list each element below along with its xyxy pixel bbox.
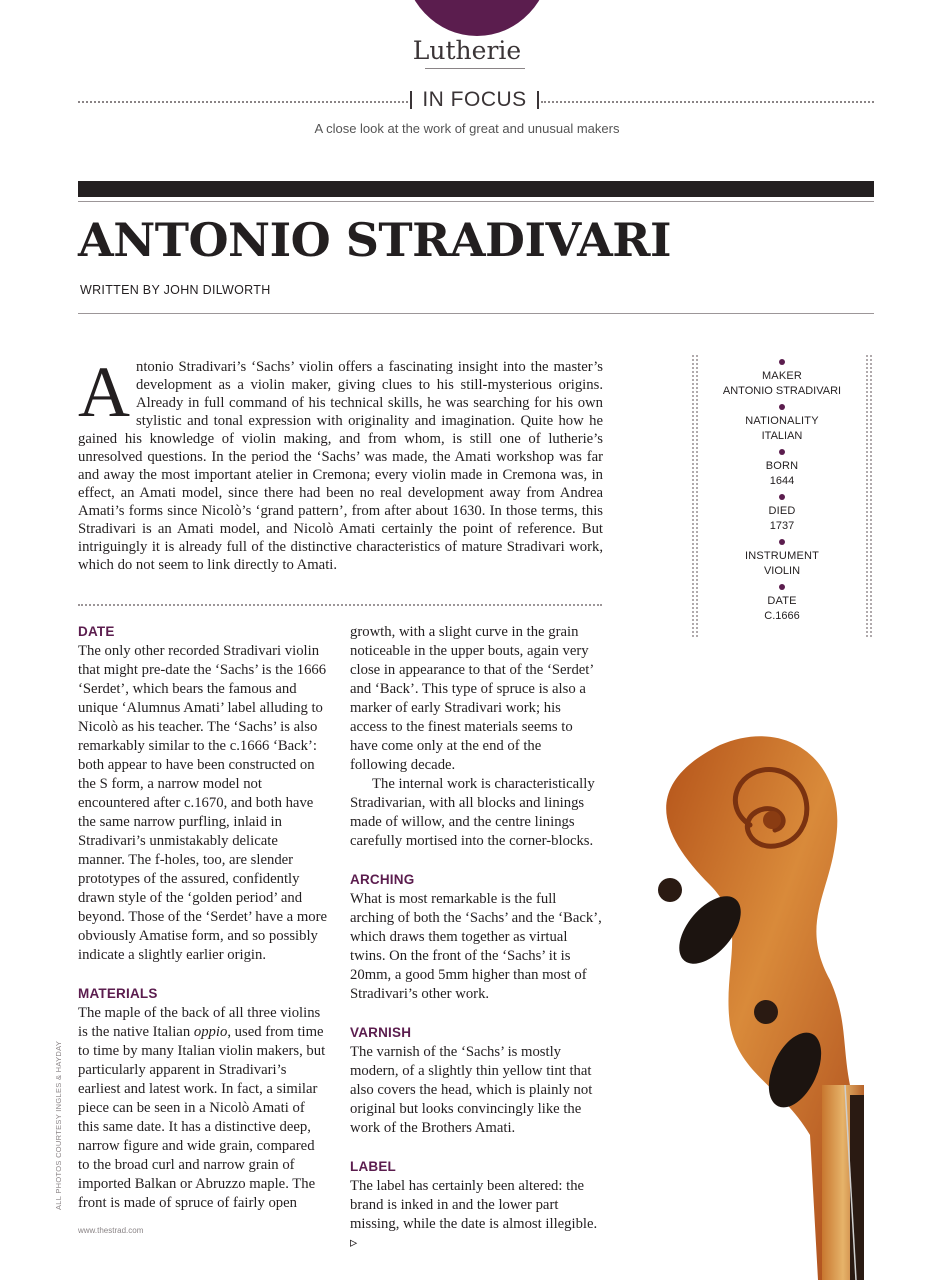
date-heading: DATE	[78, 624, 115, 639]
fact-label: NATIONALITY	[745, 415, 819, 427]
in-focus-label: IN FOCUS	[422, 88, 527, 111]
article-title: ANTONIO STRADIVARI	[78, 213, 672, 267]
intro-text: ntonio Stradivari’s ‘Sachs’ violin offers a fascinating insight into the master’s development as a violin maker, giving clues to his still-mysterious origins. Already in full command of his technical skills, he was searching for his own stylistic and tonal expression with originality and imagination. Quite how he gained his knowledge of violin making, and from whom, is still one of lutherie’s unresolved questions. In the period the ‘Sachs’ was made, the Amati workshop was far and away the most important atelier in Cremona; every violin made in Cremona was, in effect, an Amati model, since there had been no real development away from Andrea Amati’s forms since Nicolò’s ‘grand pattern’, from after about 1630. In those terms, this Stradivari is an Amati model, and Nicolò Amati certainly the point of reference. But intriguingly it is already full of the distinctive characteristics of mature Stradivari work, which do not seem to link directly to Amati.	[78, 359, 603, 573]
section-tab-disc	[403, 0, 551, 36]
fact-box	[692, 355, 872, 637]
fact-item	[692, 404, 872, 444]
fact-value: 1737	[769, 520, 795, 532]
section-title: Lutherie	[412, 36, 522, 65]
materials-continued: growth, with a slight curve in the grain noticeable in the upper bouts, again very close in appearance to that of the ‘Serdet’ and ‘Back’. This type of spruce is also a marker of early Stradivari work; his access to the finest materials seems to have come only at the end of the following decade.	[350, 624, 594, 773]
banner-bar-right	[537, 91, 539, 109]
tagline: A close look at the work of great and unusual makers	[314, 121, 620, 136]
materials-text-b: , used from time to time by many Italian violin makers, but particularly apparent in Stradivari’s earliest and latest work. In fact, a similar piece can be seen in a Nicolò Amati of this same date. It has a distinctive deep, narrow figure and wide grain, compared to the broad curl and narrow grain of imported Balkan or Abruzzo maple. The front is made of spruce of fairly open	[78, 1024, 326, 1211]
banner-bar-left	[410, 91, 412, 109]
bullet-dot-icon	[779, 494, 785, 500]
footer-url[interactable]: www.thestrad.com	[78, 1226, 144, 1235]
fact-value: ANTONIO STRADIVARI	[722, 385, 842, 397]
dotted-rule-left	[78, 101, 408, 103]
materials-heading: MATERIALS	[78, 986, 158, 1001]
column-left	[78, 623, 328, 1213]
byline: WRITTEN BY JOHN DILWORTH	[80, 283, 271, 297]
fact-label: BORN	[765, 460, 799, 472]
column-middle	[350, 623, 602, 1253]
section-underline	[425, 68, 525, 69]
bullet-dot-icon	[779, 359, 785, 365]
fact-label: INSTRUMENT	[744, 550, 820, 562]
drop-cap: A	[78, 352, 130, 432]
fact-label: DATE	[767, 595, 797, 607]
varnish-heading: VARNISH	[350, 1025, 412, 1040]
fact-item	[692, 494, 872, 534]
title-thin-rule	[78, 201, 874, 202]
fact-value: C.1666	[764, 610, 800, 622]
fact-item	[692, 449, 872, 489]
fact-label: MAKER	[761, 370, 803, 382]
photo-credit: ALL PHOTOS COURTESY INGLES & HAYDAY	[54, 1040, 63, 1210]
label-body	[350, 1177, 602, 1253]
fact-item	[692, 584, 872, 624]
fact-value: 1644	[769, 475, 795, 487]
fact-value: ITALIAN	[761, 430, 803, 442]
dotted-rule-right	[541, 101, 874, 103]
dotted-divider	[78, 604, 602, 606]
scroll-eye	[763, 811, 781, 829]
fact-value: VIOLIN	[763, 565, 801, 577]
label-text: The label has certainly been altered: the brand is inked in and the lower part missing, while the date is almost illegible.	[350, 1178, 598, 1232]
violin-scroll-photo	[600, 725, 934, 1280]
byline-rule	[78, 313, 874, 314]
fact-list	[692, 359, 872, 629]
arching-heading: ARCHING	[350, 872, 415, 887]
end-mark-icon: ▹	[350, 1235, 358, 1251]
varnish-body: The varnish of the ‘Sachs’ is mostly modern, of a slightly thin yellow tint that also covers the head, which is plainly not original but looks convincingly like the work of the Brothers Amati.	[350, 1044, 593, 1136]
arching-body: What is most remarkable is the full arching of both the ‘Sachs’ and the ‘Back’, which draws them together as virtual twins. On the front of the ‘Sachs’ it is 20mm, a good 5mm higher than most of Stradivari’s other work.	[350, 891, 602, 1002]
label-heading: LABEL	[350, 1159, 396, 1174]
title-thick-rule	[78, 181, 874, 197]
materials-body	[78, 1004, 328, 1213]
materials-text-a: The maple of the back of all three violins is the native Italian	[78, 1005, 321, 1040]
bullet-dot-icon	[779, 404, 785, 410]
bullet-dot-icon	[779, 584, 785, 590]
bullet-dot-icon	[779, 449, 785, 455]
fact-label: DIED	[768, 505, 796, 517]
materials-italic-term: oppio	[193, 1024, 228, 1040]
peg-hole-icon	[754, 1000, 778, 1024]
bullet-dot-icon	[779, 539, 785, 545]
fact-item	[692, 539, 872, 579]
in-focus-banner	[78, 88, 874, 114]
fact-item	[692, 359, 872, 399]
fingerboard-edge	[850, 1095, 864, 1280]
peg-hole-icon	[658, 878, 682, 902]
internal-work-paragraph: The internal work is characteristically Stradivarian, with all blocks and linings made of willow, and the centre linings carefully mortised into the corner-blocks.	[350, 776, 595, 849]
date-body: The only other recorded Stradivari violin that might pre-date the ‘Sachs’ is the 1666 ‘Serdet’, which bears the famous and unique ‘Alumnus Amati’ label alluding to Nicolò as his teacher. The ‘Sachs’ is also remarkably similar to the c.1666 ‘Back’: both appear to have been constructed on the S form, a narrow model not encountered after c.1670, and both have the same narrow purfling, inlaid in Stradivari’s unmistakably delicate manner. The f-holes, too, are slender prototypes of the assured, confidently drawn style of the ‘golden period’ and beyond. Those of the ‘Serdet’ have a more obviously Amatise form, and so possibly indicate a slightly earlier origin.	[78, 643, 328, 963]
intro-paragraph	[78, 352, 603, 574]
